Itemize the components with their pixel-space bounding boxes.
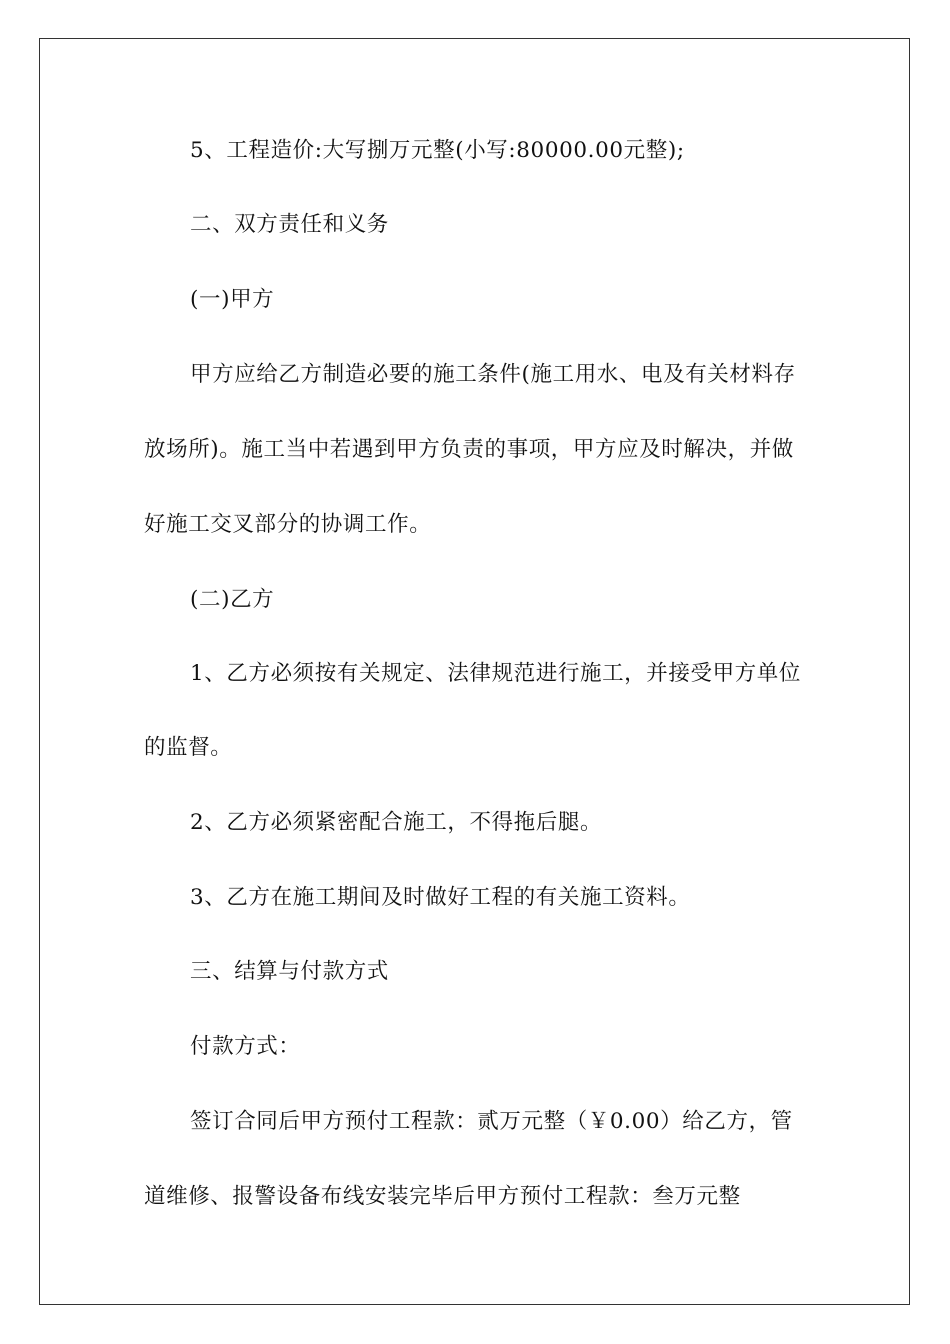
section-heading-settlement: 三、结算与付款方式 [190,959,389,984]
payment-paragraph-line-2: 道维修、报警设备布线安装完毕后甲方预付工程款：叁万元整 [144,1184,741,1209]
subheading-party-a: (一)甲方 [190,287,275,312]
party-b-item-3: 3、乙方在施工期间及时做好工程的有关施工资料。 [190,885,691,910]
section-heading-responsibilities: 二、双方责任和义务 [190,212,389,237]
payment-paragraph-line-1: 签订合同后甲方预付工程款：贰万元整（￥0.00）给乙方，管 [190,1109,793,1134]
party-b-item-1-line-2: 的监督。 [144,735,233,760]
subheading-party-b: (二)乙方 [190,587,275,612]
payment-method-label: 付款方式： [190,1034,301,1059]
party-b-item-2: 2、乙方必须紧密配合施工，不得拖后腿。 [190,810,603,835]
party-b-item-1-line-1: 1、乙方必须按有关规定、法律规范进行施工，并接受甲方单位 [190,661,801,686]
paragraph-party-a-line-2: 放场所)。施工当中若遇到甲方负责的事项，甲方应及时解决，并做 [144,437,794,462]
clause-project-cost: 5、工程造价:大写捌万元整(小写:80000.00元整); [190,138,685,163]
paragraph-party-a-line-3: 好施工交叉部分的协调工作。 [144,512,432,537]
paragraph-party-a-line-1: 甲方应给乙方制造必要的施工条件(施工用水、电及有关材料存 [190,362,796,387]
